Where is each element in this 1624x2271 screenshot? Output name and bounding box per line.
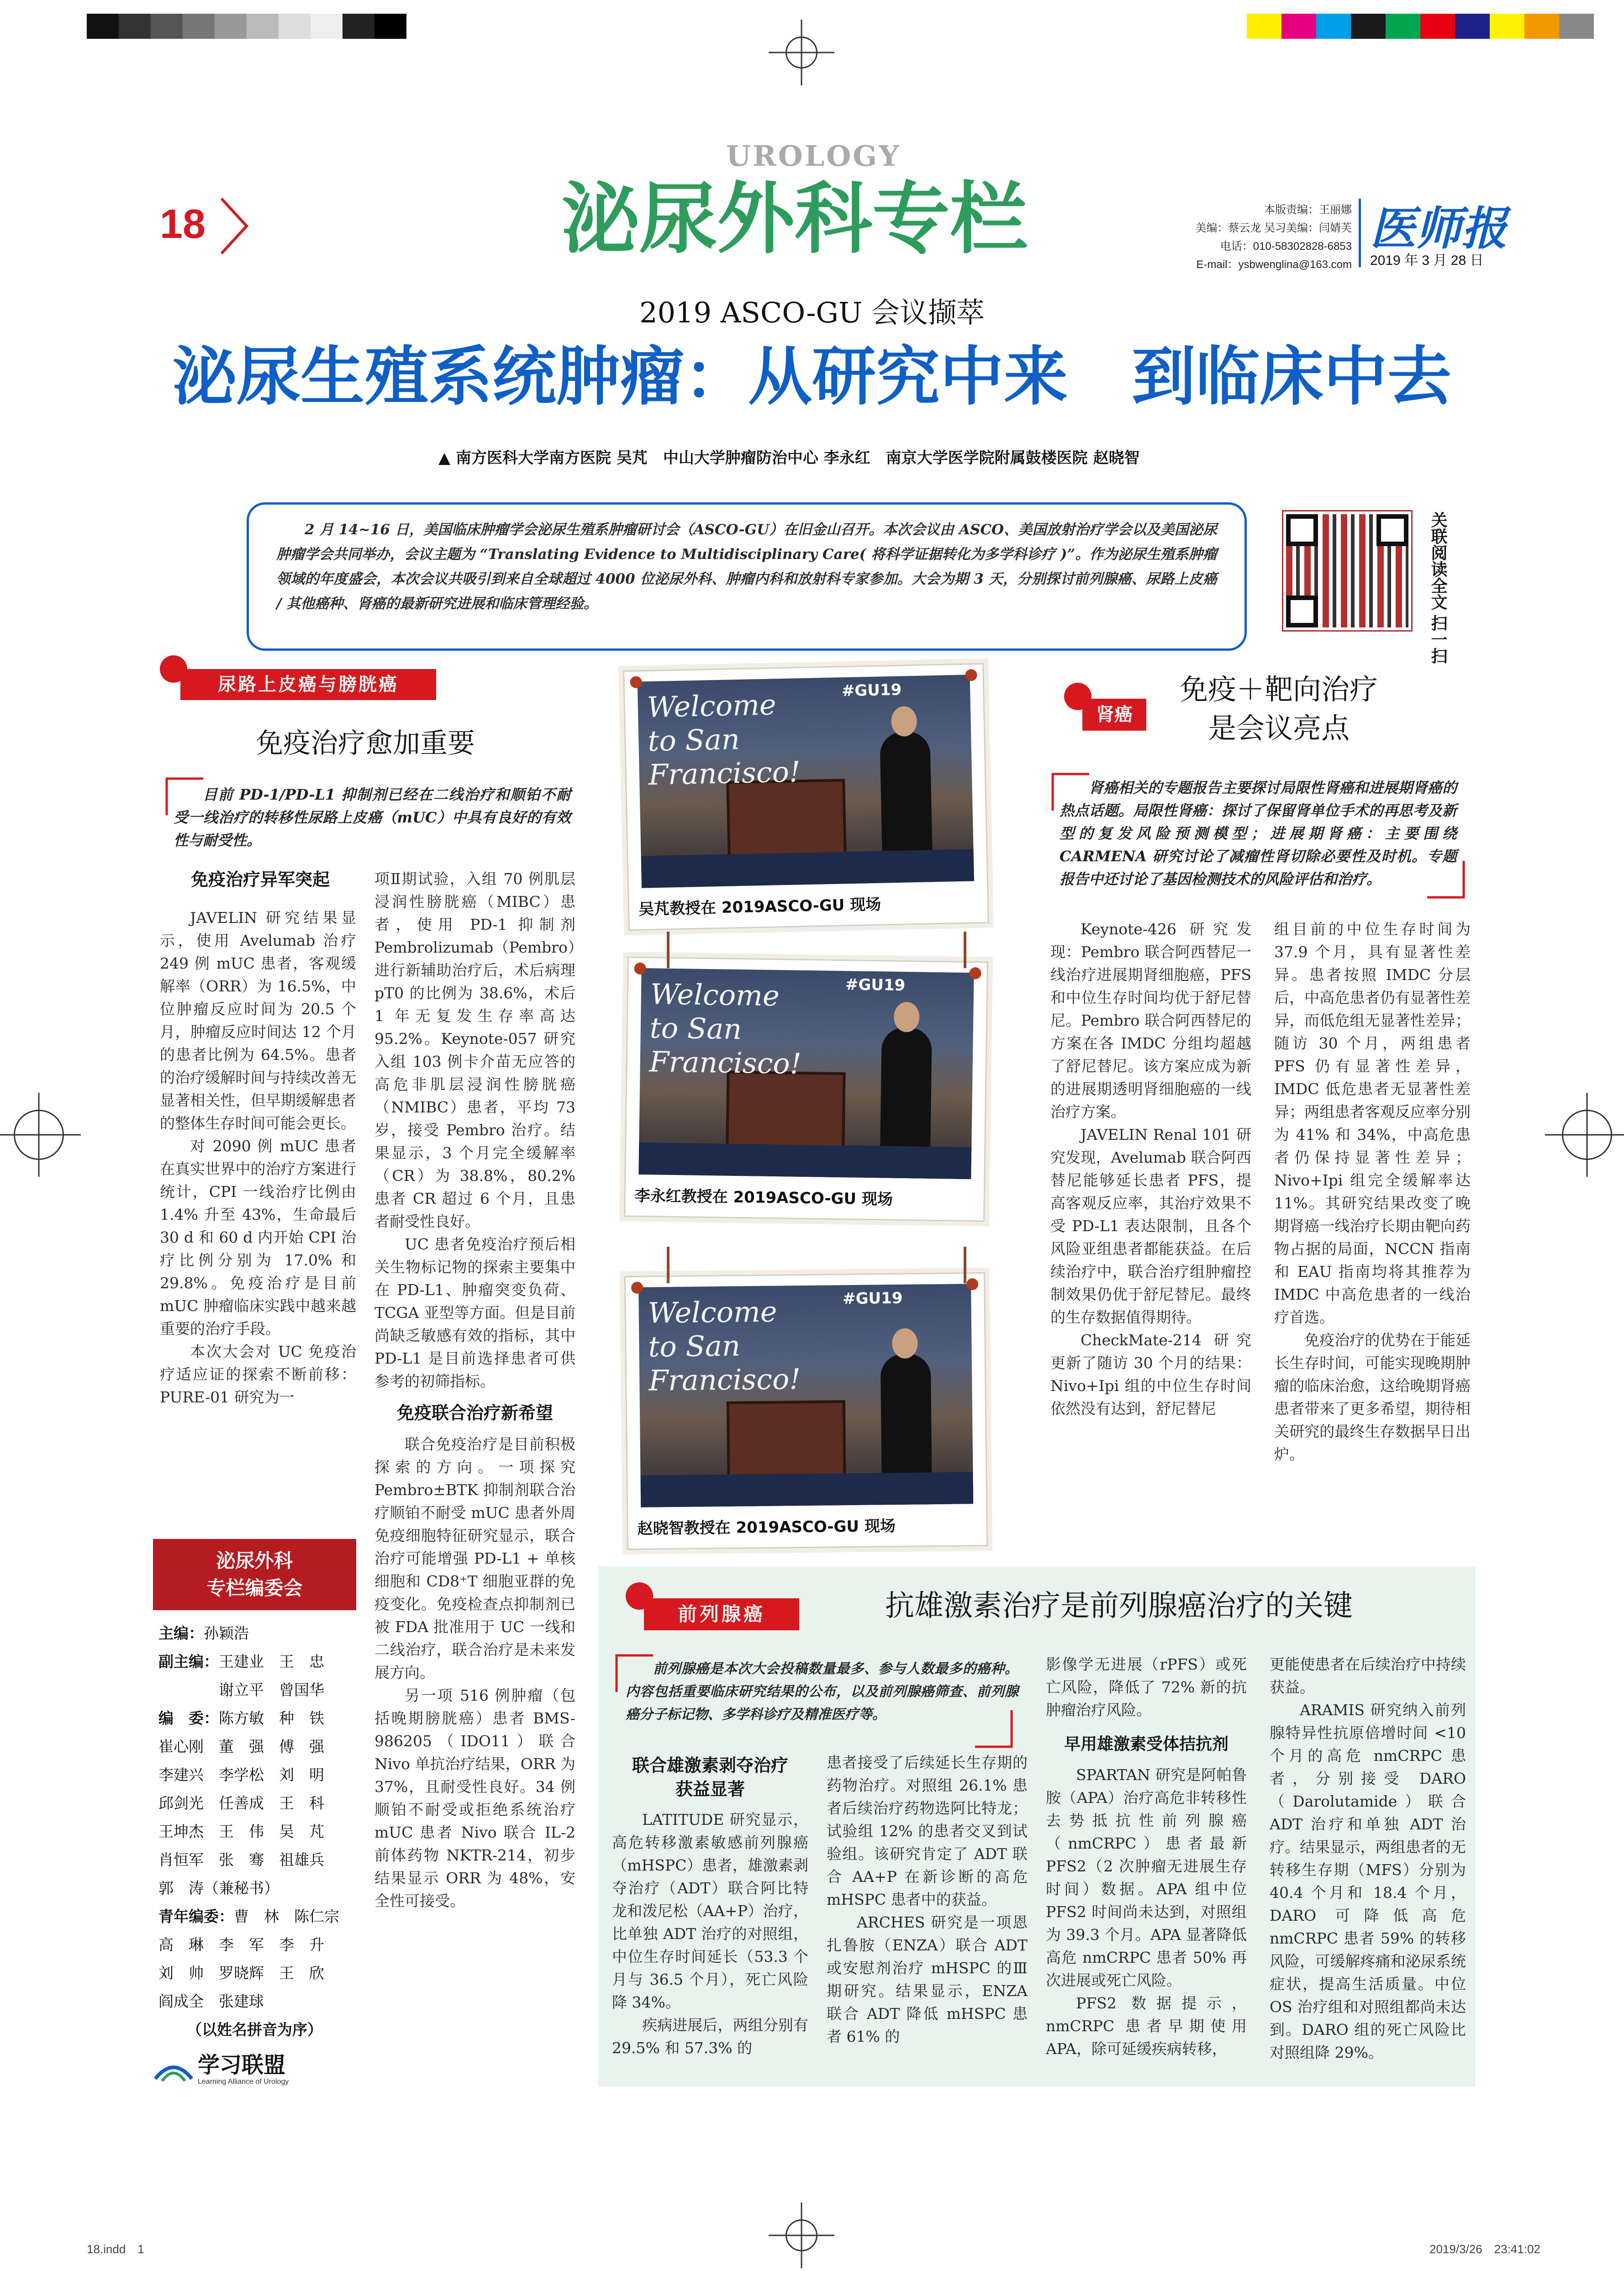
registration-bar-color (1247, 14, 1594, 39)
prostate-lead: 前列腺癌是本次大会投稿数量最多、参与人数最多的癌种。内容包括重要临床研究结果的公布，以及前列腺癌筛查、前列腺癌分子标记物、多学科诊疗及精准医疗等。 (626, 1661, 1018, 1723)
board-line-names: 高 琳 李 军 李 升 (158, 1936, 324, 1954)
prostate-col4-p: ARAMIS 研究纳入前列腺特异性抗原倍增时间 <10 个月的高危 nmCRPC 患者，分别接受 DARO（Darolutamide）联合 ADT 治疗和单独 ADT 治疗。结果显示，两组患者的无转移生存期（MFS）分别为 40.4 个月和 18.4 个月，DARO 可降低高危 nmCRPC 患者 59% 的转移风险，可缓解疼痛和泌尿系统症状，提高生活质量。中位 OS 治疗组和对照组都尚未达到。DARO 组的死亡风险比对照组降 29%。 (1270, 1701, 1466, 2061)
board-line-names: 刘 帅 罗晓辉 王 欣 (158, 1964, 324, 1982)
column-title: 泌尿外科专栏 (562, 176, 1028, 263)
board-line (158, 1676, 356, 1704)
hashtag-label: #GU19 (845, 975, 906, 995)
rcc-title-1: 免疫＋靶向治疗 (1179, 674, 1378, 706)
crosshair-bottom-icon (786, 2219, 817, 2251)
board-line-names: 孙颖浩 (204, 1624, 249, 1642)
welcome-sign: Welcome to San Francisco! (649, 977, 802, 1080)
header-divider (1359, 199, 1361, 267)
rope-connector (667, 932, 670, 968)
board-line-names: 阎成全 张建球 (158, 1992, 264, 2010)
intro-box (247, 502, 1247, 651)
uc-lead: 目前 PD-1/PD-L1 抑制剂已经在二线治疗和顺铂不耐受一线治疗的转移性尿路上皮癌（mUC）中具有良好的有效性与耐受性。 (174, 786, 571, 849)
board-line-role: 副主编： (158, 1653, 219, 1670)
crosshair-top-icon (786, 37, 817, 68)
photo-card (624, 1272, 988, 1550)
person-head (894, 1002, 920, 1033)
welcome-sign: Welcome to San Francisco! (647, 688, 801, 792)
person-head (892, 1328, 918, 1359)
event-photo (638, 968, 974, 1179)
event-photo (638, 1284, 973, 1507)
rcc-col2-p: 免疫治疗的优势在于能延长生存时间，可能实现晚期肿瘤的临床治愈，这给晚期肾癌患者带来了更多希望，期待相关研究的最终生存数据早日出炉。 (1274, 1331, 1471, 1463)
prostate-col3-p: 影像学无进展（rPFS）或死亡风险，降低了 72% 新的抗肿瘤治疗风险。 (1046, 1655, 1247, 1719)
qr-code[interactable] (1283, 511, 1411, 630)
board-title-2: 专栏编委会 (206, 1577, 303, 1599)
rope-connector (964, 1247, 966, 1283)
prostate-sub1a: 联合雄激素剥夺治疗 (632, 1755, 788, 1776)
masthead-logo: 医师报 (1370, 201, 1507, 255)
board-line-role: 青年编委： (158, 1907, 234, 1925)
rcc-title-2: 是会议亮点 (1207, 713, 1350, 744)
board-line (158, 1789, 356, 1818)
prostate-col3-p: SPARTAN 研究是阿帕鲁胺（APA）治疗高危非转移性去势抵抗性前列腺癌（nmCRPC）患者最新 PFS2（2 次肿瘤无进展生存时间）数据。APA 组中位 PFS2 时间尚未达到，对照组为 39.3 个月。APA 显著降低高危 nmCRPC 患者 50% 再次进展或死亡风险。 (1046, 1766, 1247, 1989)
prostate-col2-p: 患者接受了后续延长生存期的药物治疗。对照组 26.1% 患者后续治疗药物选阿比特龙；试验组 12% 的患者交叉到试验组。该研究肯定了 ADT 联合 AA+P 在新诊断的高危 mHSPC 患者中的获益。 (827, 1754, 1028, 1908)
pin-icon (965, 669, 977, 681)
footer-right: 2019/3/26 23:41:02 (1429, 2242, 1540, 2256)
rcc-col2 (1274, 918, 1471, 1466)
banner-strip (640, 1472, 973, 1507)
urology-label: UROLOGY (726, 139, 901, 173)
kicker: 2019 ASCO-GU 会议撷萃 (639, 296, 985, 329)
board-title-1: 泌尿外科 (216, 1549, 293, 1572)
uc-sub2: 免疫联合治疗新希望 (396, 1403, 553, 1423)
prostate-title: 抗雄激素治疗是前列腺癌治疗的关键 (885, 1589, 1353, 1622)
board-line (158, 1959, 356, 1987)
rcc-lead: 肾癌相关的专题报告主要探讨局限性肾癌和进展期肾癌的热点话题。局限性肾癌：探讨了保留肾单位手术的再思考及新型的复发风险预测模型；进展期肾癌：主要围绕 CARMENA 研究讨论了减瘤性肾切除必要性及时机。专题报告中还讨论了基因检测技术的风险评估和治疗。 (1060, 779, 1457, 888)
uc-title: 免疫治疗愈加重要 (256, 728, 475, 759)
qr-label: 关联阅读全文 扫一扫 (1429, 511, 1448, 664)
uc-sub1: 免疫治疗异军突起 (190, 869, 330, 890)
board-line (158, 1619, 356, 1648)
rcc-col1-p: Keynote-426 研究发现：Pembro 联合阿西替尼一线治疗进展期肾细胞癌，PFS 和中位生存时间均优于舒尼替尼。Pembro 联合阿西替尼的方案在各 IMDC 分组均超越了舒尼替尼。该方案应成为新的进展期透明肾细胞癌的一线治疗方案。 (1050, 920, 1251, 1121)
photo-card (623, 663, 989, 931)
uc-col2-p: 另一项 516 例肿瘤（包括晚期膀胱癌）患者 BMS-986205（IDO11）联合 Nivo 单抗治疗结果，ORR 为 37%，且耐受性良好。34 例顺铂不耐受或拒绝系统治疗 mUC 患者 Nivo 联合 IL-2 前体药物 NKTR-214，初步结果显示 ORR 为 48%，安全性可接受。 (374, 1686, 575, 1910)
uc-col1-p: 对 2090 例 mUC 患者在真实世界中的治疗方案进行统计，CPI 一线治疗比例由 1.4% 升至 43%，生命最后 30 d 和 60 d 内开始 CPI 治疗比例分别为 17.0% 和 29.8%。免疫治疗是目前 mUC 肿瘤临床实践中越来越重要的治疗手段。 (160, 1137, 356, 1338)
board-header (153, 1539, 356, 1610)
rcc-col1 (1050, 918, 1251, 1420)
page-number: 18 (160, 201, 206, 247)
pin-icon (966, 1278, 978, 1290)
board-line-names: 王坤杰 王 伟 吴 芃 (158, 1823, 324, 1840)
issue-date: 2019 年 3 月 28 日 (1370, 253, 1484, 268)
rcc-col1-p: CheckMate-214 研究更新了随访 30 个月的结果：Nivo+Ipi 组的中位生存时间依然没有达到，舒尼替尼 (1050, 1331, 1251, 1417)
board-note: （以姓名拼音为序） (187, 2021, 322, 2039)
editor-line: 本版责编：王丽娜 (1264, 204, 1352, 216)
board-logo-cn: 学习联盟 (198, 2053, 286, 2077)
board-line-names: 李建兴 李学松 刘 明 (158, 1766, 324, 1784)
board-line-role: 编 委： (158, 1709, 219, 1727)
event-photo (638, 674, 974, 888)
uc-col2a (374, 868, 575, 1913)
prostate-col2 (827, 1751, 1028, 2048)
board-line (158, 1704, 356, 1733)
photo-caption: 吴芃教授在 2019ASCO-GU 现场 (638, 895, 881, 919)
editor-line: E-mail：ysbwenglina@163.com (1196, 258, 1352, 271)
registration-bar-gray (87, 14, 406, 39)
uc-col2-p: 联合免疫治疗是目前积极探索的方向。一项探究 Pembro±BTK 抑制剂联合治疗顺铂不耐受 mUC 患者外周免疫细胞特征研究显示，联合治疗可能增强 PD-L1 + 单核细胞和 CD8⁺T 细胞亚群的免疫变化。免疫检查点抑制剂已被 FDA 批准用于 UC 一线和二线治疗，联合治疗是未来发展方向。 (374, 1435, 575, 1681)
board-logo-en: Learning Alliance of Urology (198, 2078, 289, 2086)
headline: 泌尿生殖系统肿瘤：从研究中来 到临床中去 (172, 341, 1451, 412)
prostate-col4-p: 更能使患者在后续治疗中持续获益。 (1270, 1655, 1466, 1696)
board-line (158, 1846, 356, 1874)
board-line (158, 1902, 356, 1931)
board-line-names: 崔心刚 董 强 傅 强 (158, 1738, 324, 1755)
board-line (158, 1874, 356, 1902)
editor-line: 电话：010-58302828-6853 (1220, 240, 1352, 253)
board-line-names: 肖恒军 张 骞 祖雄兵 (158, 1851, 324, 1869)
board-line-names: 谢立平 曾国华 (158, 1681, 324, 1699)
prostate-col2-p: ARCHES 研究是一项恩扎鲁胺（ENZA）联合 ADT 或安慰剂治疗 mHSPC 的Ⅲ期研究。结果显示，ENZA 联合 ADT 降低 mHSPC 患者 61% 的 (827, 1913, 1028, 2045)
rcc-col2-p: 组目前的中位生存时间为 37.9 个月，具有显著性差异。患者按照 IMDC 分层后，中高危患者仍有显著性差异，而低危组无显著性差异；随访 30 个月，两组患者 PFS 仍有显著性差异，IMDC 低危患者无显著性差异；两组患者客观反应率分别为 41% 和 34%，中高危患者仍保持显著性差异；Nivo+Ipi 组完全缓解率达 11%。其研究结果改变了晚期肾癌一线治疗长期由靶向药物占据的局面，NCCN 指南和 EAU 指南均将其推荐为 IMDC 中高危患者的一线治疗首选。 (1274, 920, 1471, 1326)
board-logo (153, 2053, 356, 2086)
crosshair-right-icon (1562, 1110, 1612, 1160)
rcc-section-tag: 肾癌 (1082, 699, 1146, 731)
prostate-col1-p: LATITUDE 研究显示，高危转移激素敏感前列腺癌（mHSPC）患者，雄激素剥夺治疗（ADT）联合阿比特龙和泼尼松（AA+P）治疗，比单独 ADT 治疗的对照组，中位生存时间延长（53.3 个月与 36.5 个月），死亡风险降 34%。 (612, 1811, 808, 2011)
uc-section-tag: 尿路上皮癌与膀胱癌 (180, 669, 436, 700)
editorial-board (153, 1539, 356, 2086)
board-line (158, 1987, 356, 2016)
prostate-col1 (612, 1754, 808, 2060)
board-line-names: 王建业 王 忠 (219, 1653, 324, 1670)
board-line (158, 1818, 356, 1846)
rope-connector (667, 1247, 670, 1283)
uc-col2-p: UC 患者免疫治疗预后相关生物标记物的探索主要集中在 PD-L1、肿瘤突变负荷、TCGA 亚型等方面。但是目前尚缺乏敏感有效的指标，其中 PD-L1 是目前选择患者可供参考的初筛指标。 (374, 1235, 575, 1390)
chevron-right-icon (217, 196, 253, 256)
crosshair-left-icon (14, 1110, 64, 1160)
banner-strip (638, 1143, 971, 1179)
intro-text: 2 月 14~16 日，美国临床肿瘤学会泌尿生殖系肿瘤研讨会（ASCO-GU）在旧金山召开。本次会议由 ASCO、美国放射治疗学会以及美国泌尿肿瘤学会共同举办，会议主题为 “Translating Evidence to Multidisciplinary Care( 将科学证据转化为多学科诊疗 )”。作为泌尿生殖系肿瘤领域的年度盛会，本次会议共吸引到来自全球超过 4000 位泌尿外科、肿瘤内科和放射科专家参加。大会为期 3 天，分别探讨前列腺癌、尿路上皮癌 / 其他癌种、肾癌的最新研究进展和临床管理经验。 (276, 522, 1217, 612)
board-line-names: 邱剑光 任善成 王 科 (158, 1794, 324, 1812)
photo-card (624, 957, 988, 1222)
pin-icon (631, 1282, 643, 1294)
photo-caption: 李永红教授在 2019ASCO-GU 现场 (634, 1186, 893, 1209)
board-line (158, 1761, 356, 1789)
board-line-names: 曹 林 陈仁宗 (234, 1907, 339, 1925)
hashtag-label: #GU19 (842, 1289, 903, 1308)
header-editors (1169, 201, 1352, 274)
board-lines (153, 1610, 356, 2016)
prostate-sub2: 早用雄激素受体拮抗剂 (1064, 1735, 1229, 1754)
prostate-col4 (1270, 1653, 1466, 2064)
board-line-names: 郭 涛（兼秘书） (158, 1879, 279, 1897)
byline: ▲ 南方医科大学南方医院 吴芃 中山大学肿瘤防治中心 李永红 南京大学医学院附属鼓楼医院 赵晓智 (438, 449, 1140, 467)
prostate-section-tag: 前列腺癌 (644, 1598, 799, 1630)
alliance-logo-icon (153, 2056, 194, 2083)
uc-col1 (160, 906, 356, 1409)
board-line (158, 1648, 356, 1676)
prostate-sub1b: 获益显著 (675, 1779, 745, 1799)
photo-caption: 赵晓智教授在 2019ASCO-GU 现场 (637, 1517, 896, 1538)
pin-icon (969, 967, 981, 979)
board-line-names: 陈方敏 种 铁 (219, 1709, 324, 1727)
banner-strip (641, 849, 974, 888)
welcome-sign: Welcome to San Francisco! (648, 1295, 801, 1397)
footer-left: 18.indd 1 (87, 2242, 144, 2256)
rcc-col1-p: JAVELIN Renal 101 研究发现，Avelumab 联合阿西替尼能够延长患者 PFS，提高客观反应率，其治疗效果不受 PD-L1 表达限制，且各个风险亚组患者都能获益。在后续治疗中，联合治疗组肿瘤控制效果仍优于舒尼替尼。最终的生存数据值得期待。 (1050, 1126, 1251, 1326)
board-line (158, 1733, 356, 1761)
uc-col1-p: JAVELIN 研究结果显示，使用 Avelumab 治疗 249 例 mUC 患者，客观缓解率（ORR）为 16.5%，中位肿瘤反应时间为 20.5 个月，肿瘤反应时间达 12 个月的患者比例为 64.5%。患者的治疗缓解时间与持续改善无显著相关性，但早期缓解患者的整体生存时间可能会更长。 (160, 909, 356, 1132)
prostate-col3-p: PFS2 数据提示，nmCRPC 患者早期使用 APA，除可延缓疾病转移， (1046, 1994, 1247, 2058)
hashtag-label: #GU19 (841, 680, 902, 701)
prostate-col3 (1046, 1653, 1247, 2060)
uc-col2-p: 项Ⅱ期试验，入组 70 例肌层浸润性膀胱癌（MIBC）患者，使用 PD-1 抑制剂 Pembrolizumab（Pembro）进行新辅助治疗后，术后病理 pT0 的比例为 38.6%，术后 1 年无复发生存率高达 95.2%。Keynote-057 研究入组 103 例卡介苗无应答的高危非肌层浸润性膀胱癌（NMIBC）患者，平均 73 岁，接受 Pembro 治疗。结果显示，3 个月完全缓解率（CR）为 38.8%，80.2% 患者 CR 超过 6 个月，且患者耐受性良好。 (374, 870, 575, 1230)
board-line (158, 1931, 356, 1959)
uc-col1-p: 本次大会对 UC 免疫治疗适应证的探索不断前移：PURE-01 研究为一 (160, 1343, 356, 1406)
editor-line: 美编：蔡云龙 吴习美编：闫婧芙 (1195, 222, 1352, 234)
prostate-col1-p: 疾病进展后，两组分别有 29.5% 和 57.3% 的 (612, 2016, 808, 2057)
rope-connector (964, 932, 966, 968)
board-line-role: 主编： (158, 1624, 204, 1642)
